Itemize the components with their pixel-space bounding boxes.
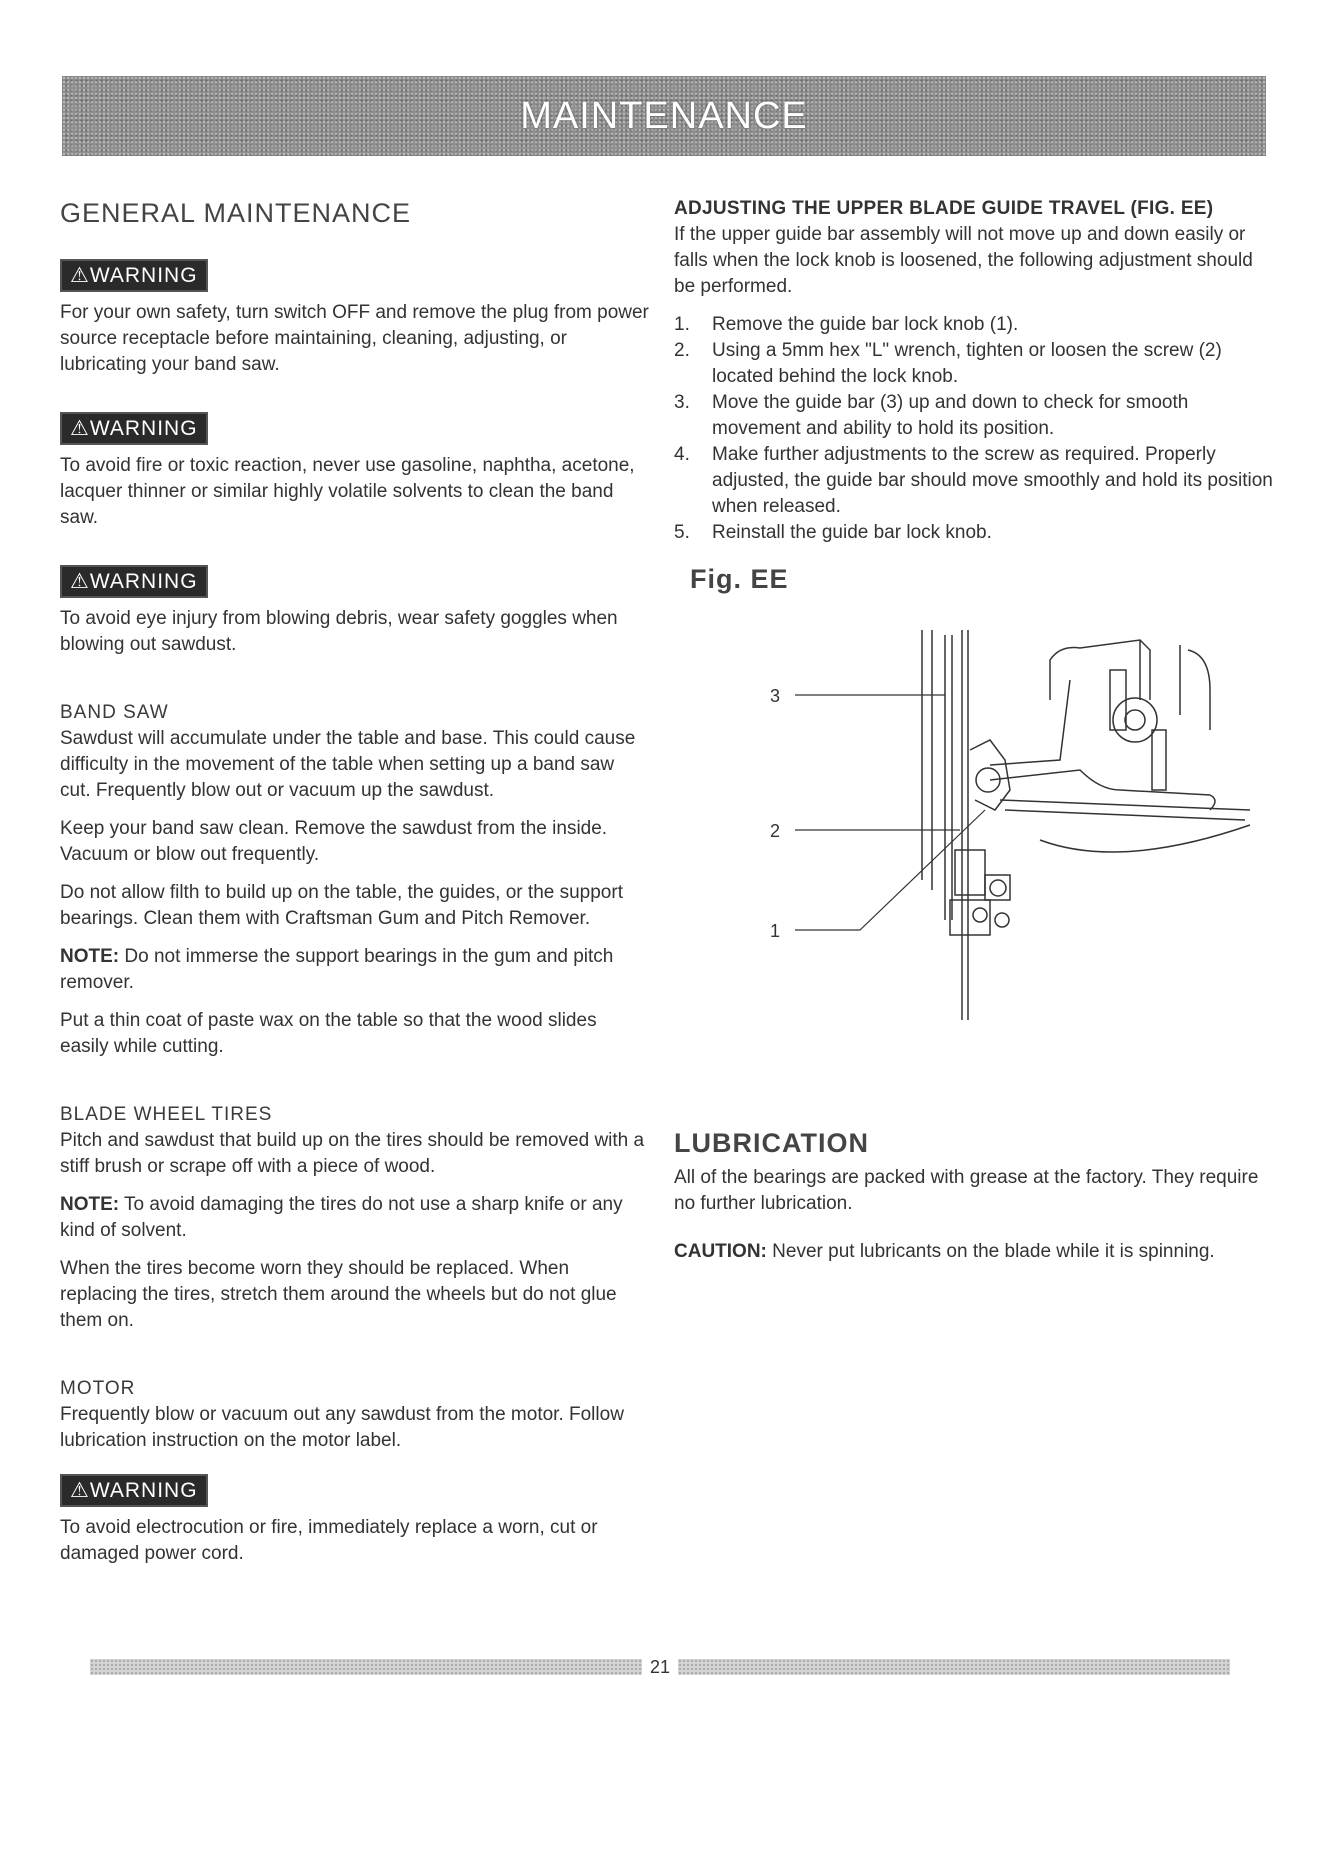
warning-badge: ⚠WARNING xyxy=(60,412,208,445)
adjusting-intro: If the upper guide bar assembly will not move up and down easily or falls when the lock knob is loosened, the following adjustment should be performed. xyxy=(674,224,1253,297)
lubrication-p1: All of the bearings are packed with grease at the factory. They require no further lubrication. xyxy=(674,1167,1259,1214)
warning-block-1 xyxy=(60,259,650,378)
footer-rule-right xyxy=(678,1659,1230,1675)
band-saw-p1: Sawdust will accumulate under the table and base. This could cause difficulty in the movement of the table when setting up a band saw cut. Frequently blow out or vacuum up the sawdust. xyxy=(60,728,636,801)
blade-tires-title: BLADE WHEEL TIRES xyxy=(60,1104,273,1125)
band-saw-p2: Keep your band saw clean. Remove the sawdust from the inside. Vacuum or blow out frequently. xyxy=(60,818,608,865)
footer-rule-left xyxy=(90,1659,642,1675)
figure-ee xyxy=(740,620,1270,1040)
band-saw-note: NOTE: Do not immerse the support bearings in the gum and pitch remover. xyxy=(60,946,614,993)
list-item: 2. Using a 5mm hex "L" wrench, tighten or loosen the screw (2) located behind the lock knob. xyxy=(674,340,1222,387)
figure-title: Fig. EE xyxy=(690,564,789,594)
adjusting-steps xyxy=(674,312,1274,546)
page-number: 21 xyxy=(649,1656,671,1677)
band-saw-p4: Put a thin coat of paste wax on the table so that the wood slides easily while cutting. xyxy=(60,1010,597,1057)
general-maintenance-title: GENERAL MAINTENANCE xyxy=(60,198,412,228)
warning-text: To avoid eye injury from blowing debris, wear safety goggles when blowing out sawdust. xyxy=(60,608,618,655)
guide-bar-illustration xyxy=(740,620,1270,1040)
warning-badge: ⚠WARNING xyxy=(60,259,208,292)
callout-2: 2 xyxy=(770,821,781,841)
band-saw-p3: Do not allow filth to build up on the table, the guides, or the support bearings. Clean them with Craftsman Gum and Pitch Remover. xyxy=(60,882,623,929)
page-footer xyxy=(90,1656,1230,1678)
callout-1: 1 xyxy=(770,921,781,941)
adjusting-title: ADJUSTING THE UPPER BLADE GUIDE TRAVEL (FIG. EE) xyxy=(674,198,1214,219)
callout-3: 3 xyxy=(770,686,781,706)
warning-text: To avoid fire or toxic reaction, never use gasoline, naphtha, acetone, lacquer thinner or similar highly volatile solvents to clean the band saw. xyxy=(60,455,635,528)
lubrication-title: LUBRICATION xyxy=(674,1128,869,1158)
blade-tires-p2: When the tires become worn they should be replaced. When replacing the tires, stretch them around the wheels but do not glue them on. xyxy=(60,1258,617,1331)
blade-tires-note: NOTE: To avoid damaging the tires do not use a sharp knife or any kind of solvent. xyxy=(60,1194,623,1241)
warning-badge: ⚠WARNING xyxy=(60,1474,208,1507)
warning-block-3 xyxy=(60,565,650,658)
lubrication-section xyxy=(674,1128,1274,1277)
warning-text: For your own safety, turn switch OFF and remove the plug from power source receptacle before maintaining, cleaning, adjusting, or lubricating your band saw. xyxy=(60,302,649,375)
list-item: 1. Remove the guide bar lock knob (1). xyxy=(674,314,1019,335)
warning-badge: ⚠WARNING xyxy=(60,565,208,598)
motor-p1: Frequently blow or vacuum out any sawdust from the motor. Follow lubrication instruction on the motor label. xyxy=(60,1404,624,1451)
list-item: 5. Reinstall the guide bar lock knob. xyxy=(674,522,992,543)
left-column xyxy=(60,198,650,1579)
motor-title: MOTOR xyxy=(60,1378,136,1399)
warning-block-2 xyxy=(60,412,650,531)
list-item: 3. Move the guide bar (3) up and down to check for smooth movement and ability to hold its position. xyxy=(674,392,1189,439)
lubrication-caution: CAUTION: Never put lubricants on the blade while it is spinning. xyxy=(674,1241,1215,1262)
header-banner xyxy=(62,76,1266,156)
motor-warning-text: To avoid electrocution or fire, immediately replace a worn, cut or damaged power cord. xyxy=(60,1517,598,1564)
list-item: 4. Make further adjustments to the screw as required. Properly adjusted, the guide bar should move smoothly and hold its position when released. xyxy=(674,444,1273,517)
band-saw-title: BAND SAW xyxy=(60,702,169,723)
blade-tires-p1: Pitch and sawdust that build up on the tires should be removed with a stiff brush or scrape off with a piece of wood. xyxy=(60,1130,645,1177)
page-title: MAINTENANCE xyxy=(520,94,808,137)
right-column xyxy=(674,198,1274,595)
